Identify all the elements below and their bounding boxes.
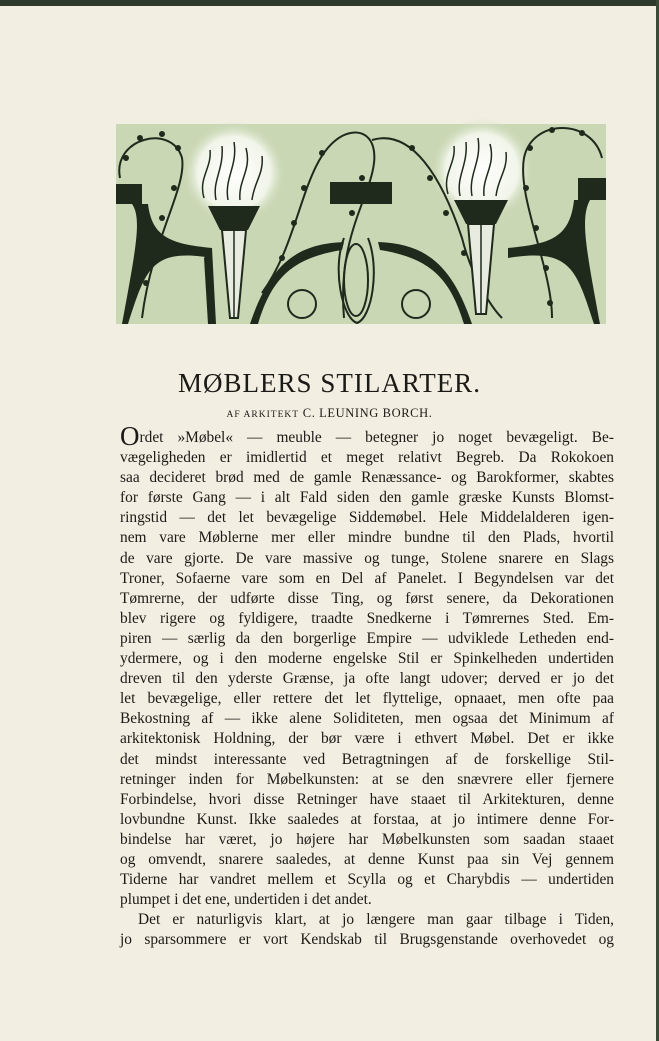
text-line: ringstid — det let bevægelige Siddemøbel. Hele Middelalderen igen- bbox=[120, 509, 614, 527]
text-line: for første Gang — i alt Fald siden den gamle græske Kunsts Blomst- bbox=[120, 489, 614, 507]
paragraph-2 bbox=[120, 910, 614, 950]
text-line: de vare gjorte. De vare massive og tunge, Stolene snarere en Slags bbox=[120, 549, 614, 567]
text-line: arkitektonisk Holdning, der bør være i ethvert Møbel. Det er ikke bbox=[120, 730, 614, 748]
text-line: ydermere, og i den moderne engelske Stil er Spinkelheden undertiden bbox=[120, 650, 614, 668]
text-line: det mindst interessante ved Betragtningen af de forskellige Stil- bbox=[120, 750, 614, 768]
text-line: Bekostning af — ikke alene Soliditeten, men ogsaa det Minimum af bbox=[120, 710, 614, 728]
text-line: lovbundne Kunst. Ikke saaledes at forstaa, at jo intimere denne For- bbox=[120, 810, 614, 828]
text-line: dreven til den yderste Grænse, ja ofte langt udover; derved er jo det bbox=[120, 670, 614, 688]
text-line: blev rigere og fyldigere, traadte Snedkerne i Tømrernes Sted. Em- bbox=[120, 609, 614, 627]
byline-prefix: AF ARKITEKT bbox=[226, 410, 300, 420]
text-line: bindelse har været, jo højere har Møbelkunsten som saadan staaet bbox=[120, 830, 614, 848]
text-line: Tiderne har vandret mellem et Scylla og et Charybdis — undertiden bbox=[120, 871, 614, 889]
text-line: jo sparsommere er vort Kendskab til Brugsgenstande overhovedet og bbox=[120, 931, 614, 949]
text-line: Det er naturligvis klart, at jo længere man gaar tilbage i Tiden, bbox=[138, 911, 614, 929]
article-body bbox=[120, 421, 614, 950]
drop-cap: O bbox=[120, 421, 140, 451]
byline bbox=[0, 406, 659, 421]
article-title: MØBLERS STILARTER. bbox=[178, 368, 481, 398]
text-line: Forbindelse, hvori disse Retninger have staaet til Arkitekturen, denne bbox=[120, 790, 614, 808]
paragraph-1 bbox=[120, 421, 614, 910]
text-line: vægeligheden er imidlertid et meget relativt Begreb. Da Rokokoen bbox=[120, 449, 614, 467]
text-line: piren — særlig da den borgerlige Empire — udviklede Letheden end- bbox=[120, 629, 614, 647]
text-line: og omvendt, snarere saaledes, at denne Kunst paa sin Vej gennem bbox=[120, 850, 614, 868]
banner-illustration bbox=[112, 118, 610, 332]
text-line: retninger inden for Møbelkunsten: at se den snævrere eller fjernere bbox=[120, 770, 614, 788]
text-line: saa decideret brød med de gamle Renæssance- og Barokformer, skabtes bbox=[120, 469, 614, 487]
text-line: Tømrerne, der udførte disse Ting, og først senere, da Dekorationen bbox=[120, 589, 614, 607]
text-line: nem vare Møblerne mer eller mindre bundne til den Plads, hvortil bbox=[120, 529, 614, 547]
text-line: let bevægelige, eller rettere det let flyttelige, opnaaet, men ofte paa bbox=[120, 690, 614, 708]
text-line: Troner, Sofaerne vare som en Del af Panelet. I Begyndelsen var det bbox=[120, 569, 614, 587]
text-line: Ordet »Møbel« — meuble — betegner jo noget bevægeligt. Be- bbox=[120, 421, 614, 451]
empire-furniture-ornament-icon bbox=[112, 118, 610, 332]
byline-name: C. LEUNING BORCH. bbox=[302, 406, 433, 420]
text-line: plumpet i det ene, undertiden i det andet. bbox=[120, 891, 372, 909]
